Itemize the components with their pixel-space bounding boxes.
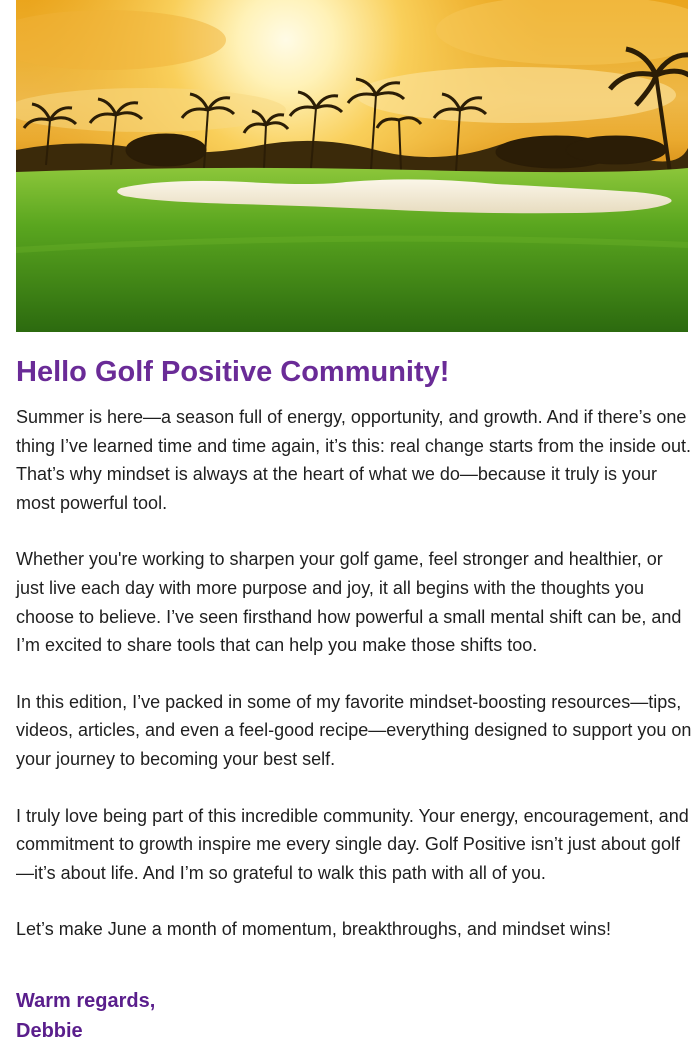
hero-image (16, 0, 688, 332)
community-paragraph: I truly love being part of this incredible community. Your energy, encouragement, and commitment to growth inspire me every single day. Golf Positive isn’t just about golf—it’s about life. And I’m so grateful to walk this path with all of you. (16, 805, 689, 883)
greeting-heading: Hello Golf Positive Community! (16, 356, 450, 388)
mindset-paragraph: Whether you're working to sharpen your golf game, feel stronger and healthier, or just live each day with more purpose and joy, it all begins with the thoughts you choose to believe. I’ve seen firsthand how powerful a small mental shift can be, and I’m excited to share tools that can help you make those shifts too. (16, 549, 682, 656)
intro-paragraph: Summer is here—a season full of energy, opportunity, and growth. And if there’s one thing I’ve learned time and time again, it’s this: real change starts from the inside out. That’s why mindset is always at the heart of what we do—because it truly is your most powerful tool. (16, 407, 692, 513)
edition-paragraph: In this edition, I’ve packed in some of my favorite mindset-boosting resources—tips, videos, articles, and even a feel-good recipe—everything designed to support you on your journey to becoming your best self. (16, 691, 692, 769)
closing-paragraph: Let’s make June a month of momentum, breakthroughs, and mindset wins! (16, 919, 611, 940)
newsletter-body (16, 403, 692, 972)
signoff-closing: Warm regards, (16, 990, 156, 1012)
signoff (16, 986, 155, 1046)
signoff-name: Debbie (16, 1020, 83, 1042)
golf-course-illustration (16, 0, 688, 332)
